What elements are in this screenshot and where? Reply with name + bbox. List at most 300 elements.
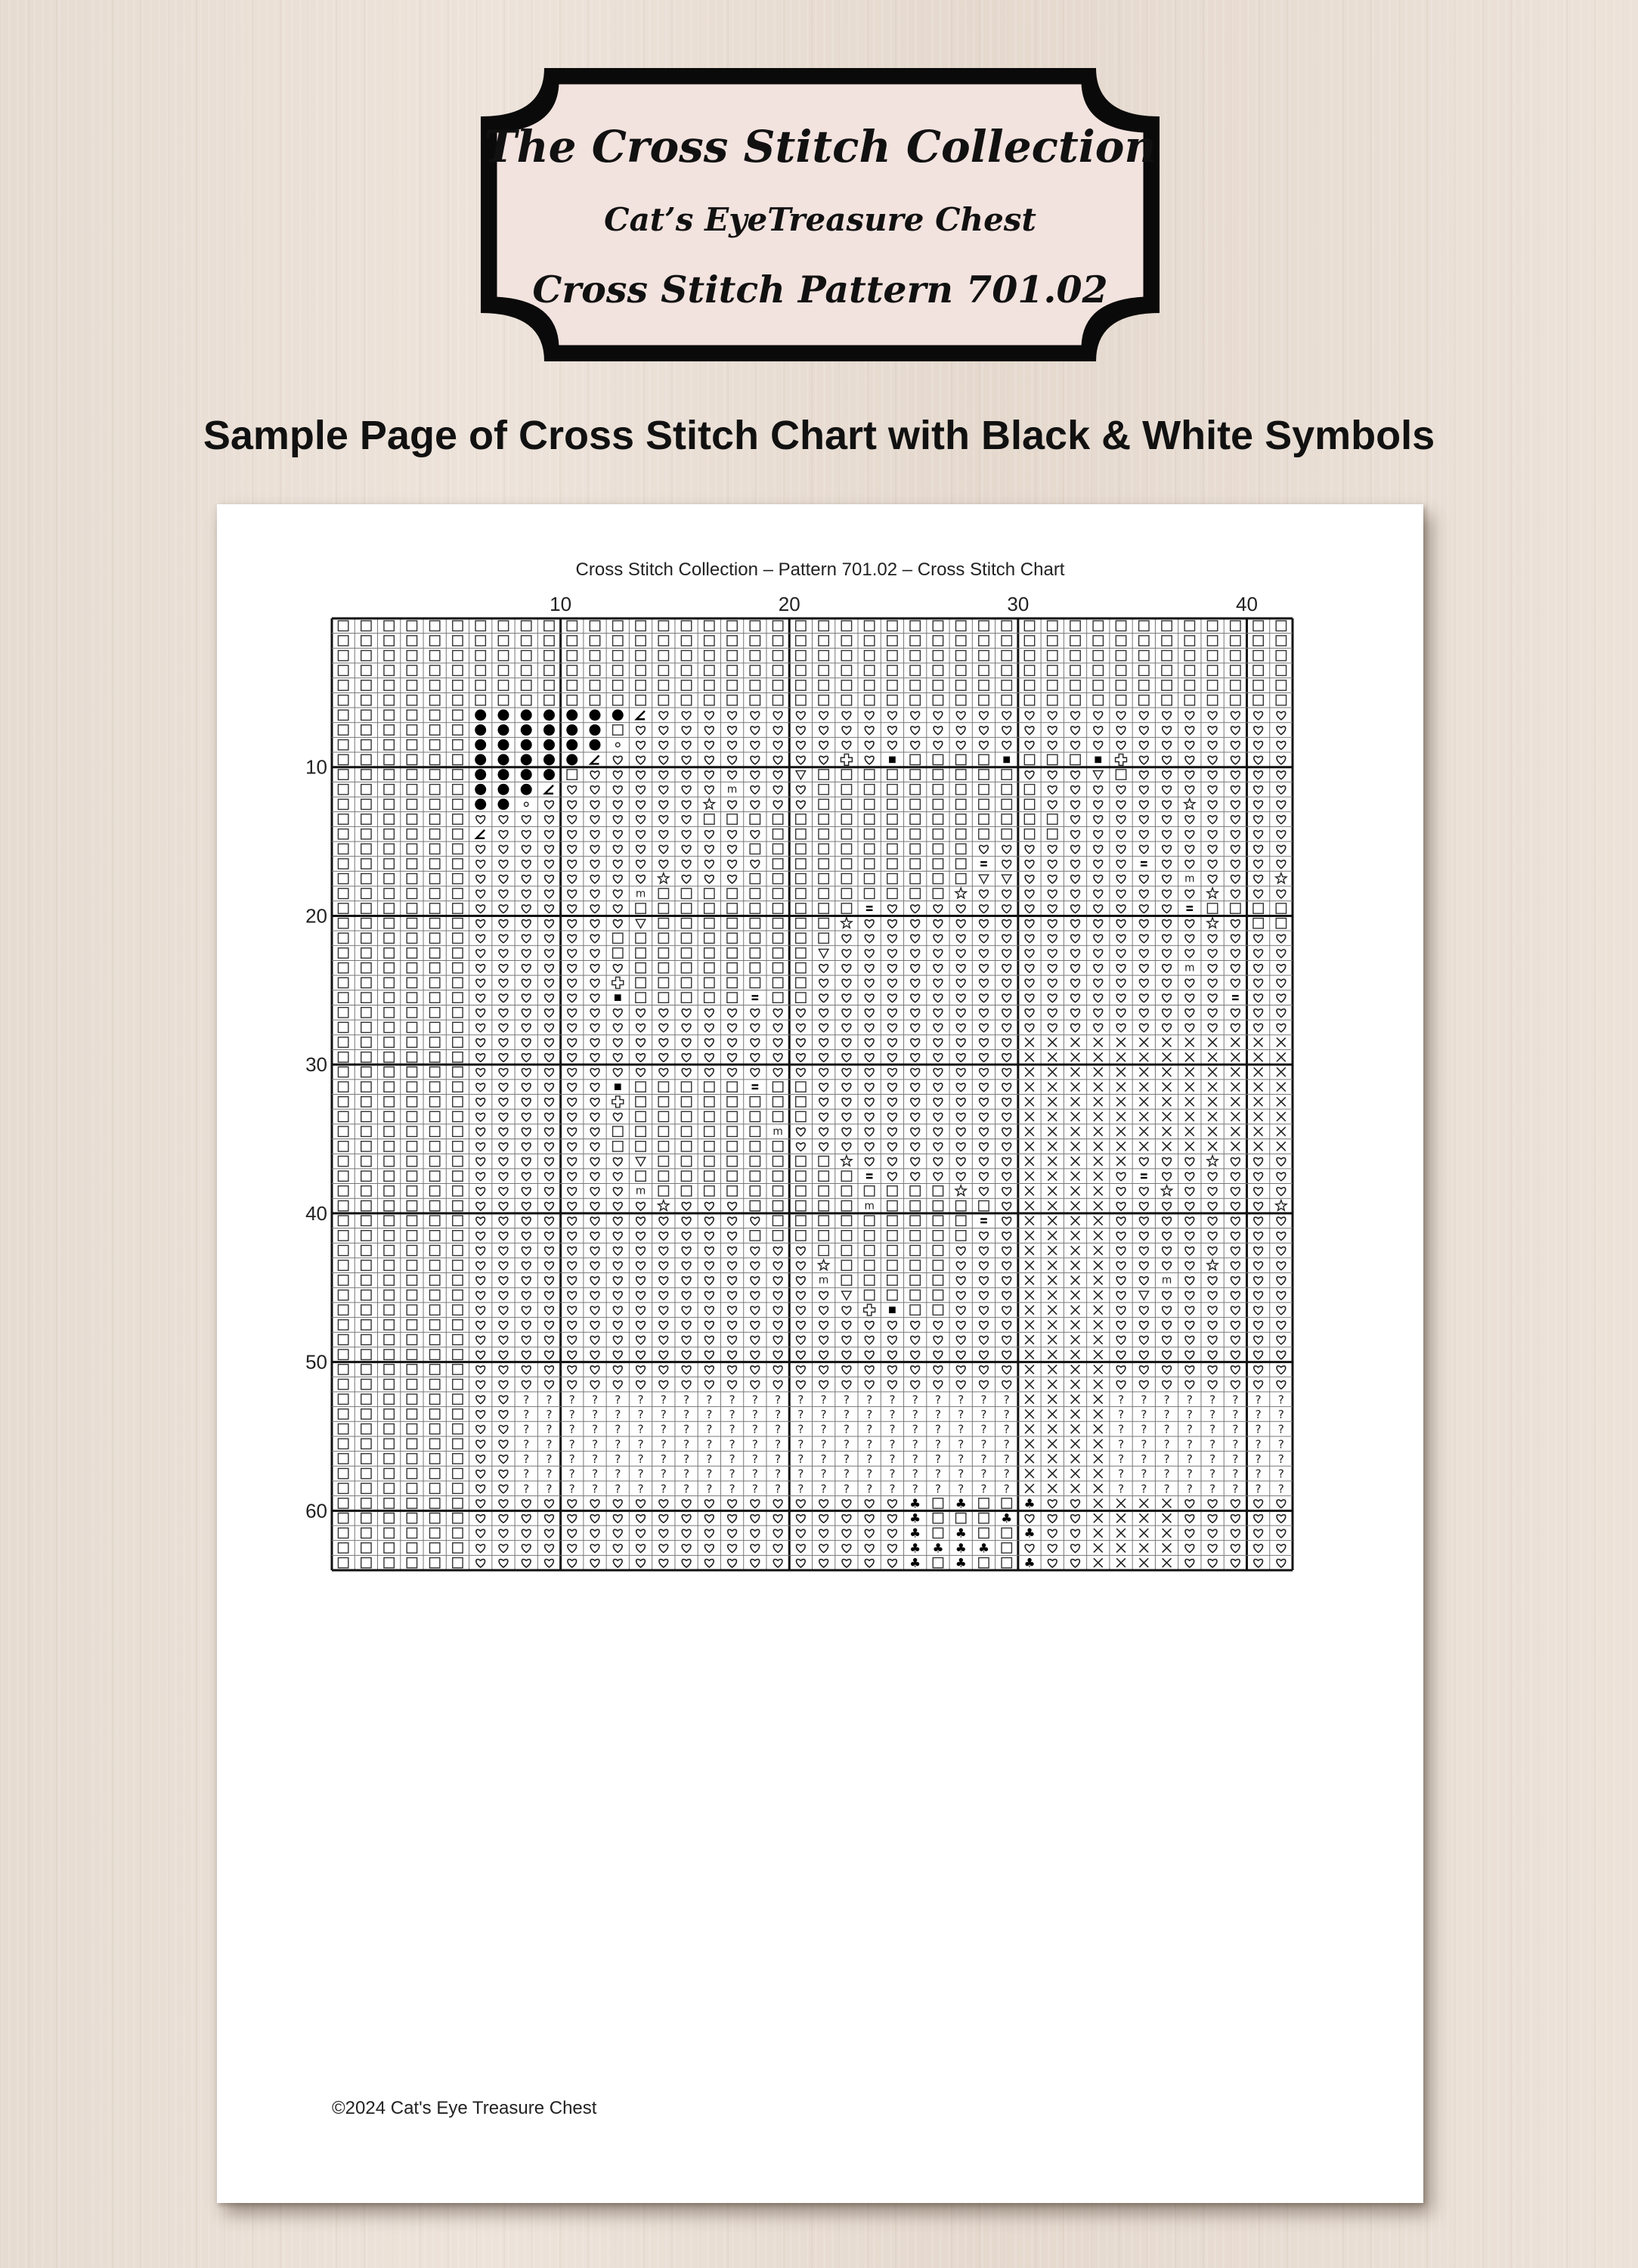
empty-square-icon <box>567 621 577 631</box>
heart-icon <box>476 1247 485 1255</box>
heart-icon <box>1254 727 1263 735</box>
heart-icon <box>568 786 577 795</box>
heart-icon <box>590 1560 599 1568</box>
heart-icon <box>545 1277 554 1285</box>
empty-square-icon <box>522 636 531 646</box>
question-mark-icon <box>1278 1437 1284 1451</box>
empty-square-icon <box>453 799 463 809</box>
heart-icon <box>590 1291 599 1300</box>
empty-square-icon <box>429 1275 439 1285</box>
svg-text:?: ? <box>934 1467 942 1481</box>
filled-circle-icon <box>497 709 509 720</box>
filled-circle-icon <box>497 784 509 795</box>
empty-square-icon <box>796 621 806 631</box>
empty-square-icon <box>819 1171 828 1181</box>
heart-icon <box>613 1351 622 1359</box>
heart-icon <box>568 905 577 913</box>
cross-icon <box>1071 1261 1080 1270</box>
heart-icon <box>659 1306 668 1315</box>
empty-square-icon <box>1048 754 1057 764</box>
empty-square-icon <box>384 1454 394 1464</box>
empty-square-icon <box>796 978 806 987</box>
empty-square-icon <box>361 1037 371 1047</box>
empty-square-icon <box>407 1111 416 1121</box>
heart-icon <box>1185 994 1194 1002</box>
heart-icon <box>842 1009 851 1018</box>
filled-circle-icon <box>590 709 601 720</box>
heart-icon <box>1277 786 1286 795</box>
heart-icon <box>545 1143 554 1151</box>
m-letter-icon <box>819 1275 828 1287</box>
heart-icon <box>636 831 646 839</box>
heart-icon <box>682 801 691 809</box>
heart-icon <box>1277 1306 1286 1315</box>
heart-icon <box>1231 1380 1240 1389</box>
empty-square-icon <box>338 1008 348 1018</box>
empty-square-icon <box>864 696 874 705</box>
question-mark-icon <box>546 1393 552 1406</box>
heart-icon <box>980 1039 989 1047</box>
heart-icon <box>1002 1321 1011 1330</box>
cross-icon <box>1025 1231 1034 1240</box>
heart-icon <box>522 845 531 854</box>
heart-icon <box>1254 1188 1263 1196</box>
empty-square-icon <box>429 1082 439 1092</box>
heart-icon <box>865 1054 874 1062</box>
empty-square-icon <box>1002 650 1011 660</box>
heart-icon <box>704 1024 714 1032</box>
heart-icon <box>1139 831 1148 839</box>
heart-icon <box>751 831 760 839</box>
heart-icon <box>888 1545 897 1553</box>
empty-square-icon <box>727 1097 737 1107</box>
empty-square-icon <box>1207 621 1217 631</box>
heart-icon <box>590 1321 599 1330</box>
empty-square-icon <box>773 1216 782 1225</box>
heart-icon <box>1231 1500 1240 1508</box>
heart-icon <box>499 875 508 884</box>
empty-square-icon <box>407 636 416 646</box>
svg-text:?: ? <box>1232 1422 1239 1436</box>
cross-icon <box>1139 1083 1148 1092</box>
empty-square-icon <box>384 696 394 705</box>
heart-icon <box>1139 801 1148 809</box>
heart-icon <box>636 801 646 809</box>
cross-icon <box>1139 1067 1148 1077</box>
svg-text:?: ? <box>637 1422 644 1436</box>
heart-icon <box>1116 920 1126 928</box>
question-mark-icon <box>821 1467 827 1481</box>
heart-icon <box>797 1560 806 1568</box>
heart-icon <box>1277 1188 1286 1196</box>
heart-icon <box>545 1336 554 1344</box>
empty-square-icon <box>979 665 989 675</box>
heart-icon <box>522 950 531 958</box>
empty-square-icon <box>956 754 966 764</box>
heart-icon <box>865 1336 874 1344</box>
heart-icon <box>1208 1173 1217 1181</box>
empty-square-icon <box>979 814 989 824</box>
cross-icon <box>1094 1216 1103 1225</box>
empty-square-icon <box>1116 665 1126 675</box>
heart-icon <box>1185 1366 1194 1374</box>
heart-icon <box>911 1039 920 1047</box>
empty-square-icon <box>453 725 463 735</box>
svg-text:?: ? <box>1163 1467 1170 1481</box>
empty-square-icon <box>864 1290 874 1300</box>
heart-icon <box>1231 979 1240 987</box>
heart-icon <box>819 994 828 1002</box>
heart-icon <box>590 905 599 913</box>
heart-icon <box>773 1277 782 1285</box>
empty-square-icon <box>361 933 371 943</box>
empty-square-icon <box>544 696 554 705</box>
question-mark-icon <box>980 1408 986 1421</box>
heart-icon <box>1139 756 1148 764</box>
empty-square-icon <box>750 621 760 631</box>
heart-icon <box>1185 1277 1194 1285</box>
empty-square-icon <box>681 903 691 913</box>
heart-icon <box>980 845 989 854</box>
empty-square-icon <box>841 874 851 884</box>
heart-icon <box>613 1039 622 1047</box>
heart-icon <box>1139 965 1148 973</box>
svg-text:♣: ♣ <box>909 1555 921 1571</box>
empty-square-icon <box>1184 680 1194 690</box>
empty-square-icon <box>361 1171 371 1181</box>
heart-icon <box>1139 950 1148 958</box>
heart-icon <box>1277 994 1286 1002</box>
svg-text:?: ? <box>1186 1407 1193 1421</box>
empty-square-icon <box>613 665 623 675</box>
question-mark-icon <box>729 1408 735 1421</box>
empty-square-icon <box>407 1008 416 1018</box>
cross-icon <box>1071 1321 1080 1330</box>
heart-icon <box>590 965 599 973</box>
heart-icon <box>522 875 531 884</box>
heart-icon <box>636 742 646 750</box>
heart-icon <box>613 1173 622 1181</box>
heart-icon <box>819 1380 828 1389</box>
empty-square-icon <box>750 1097 760 1107</box>
heart-icon <box>819 1351 828 1359</box>
question-mark-icon <box>1209 1408 1215 1421</box>
svg-text:?: ? <box>866 1422 873 1436</box>
heart-icon <box>1254 801 1263 809</box>
heart-icon <box>934 1128 943 1136</box>
heart-icon <box>1231 1545 1240 1553</box>
question-mark-icon <box>546 1467 552 1481</box>
cross-icon <box>1071 1172 1080 1181</box>
heart-icon <box>476 1128 485 1136</box>
cross-icon <box>1048 1424 1057 1433</box>
question-mark-icon <box>569 1408 575 1421</box>
empty-square-icon <box>361 1454 371 1464</box>
heart-icon <box>522 934 531 943</box>
heart-icon <box>1254 1560 1263 1568</box>
heart-icon <box>865 1500 874 1508</box>
svg-text:?: ? <box>683 1422 690 1436</box>
heart-icon <box>1116 1351 1126 1359</box>
svg-text:♣: ♣ <box>955 1540 967 1556</box>
empty-square-icon <box>429 1126 439 1136</box>
svg-text:?: ? <box>683 1482 690 1496</box>
cross-icon <box>1048 1365 1057 1374</box>
empty-square-icon <box>1116 770 1126 779</box>
heart-icon <box>545 1083 554 1092</box>
heart-icon <box>1277 1380 1286 1389</box>
svg-text:?: ? <box>980 1482 987 1496</box>
heart-icon <box>613 1157 622 1166</box>
heart-icon <box>1254 890 1263 898</box>
empty-square-icon <box>1253 680 1263 690</box>
svg-text:?: ? <box>637 1482 644 1496</box>
heart-icon <box>1277 727 1286 735</box>
question-mark-icon <box>1256 1437 1262 1451</box>
filled-circle-icon <box>612 709 624 720</box>
heart-icon <box>499 1426 508 1434</box>
cross-icon <box>1048 1097 1057 1106</box>
empty-square-icon <box>750 1231 760 1241</box>
heart-icon <box>636 1545 646 1553</box>
empty-square-icon <box>773 621 782 631</box>
heart-icon <box>636 1024 646 1032</box>
cross-icon <box>1163 1499 1172 1508</box>
empty-square-icon <box>933 829 943 839</box>
cross-icon <box>1231 1083 1240 1092</box>
question-mark-icon <box>661 1467 667 1481</box>
heart-icon <box>1002 1366 1011 1374</box>
empty-square-icon <box>361 1543 371 1553</box>
empty-square-icon <box>338 1022 348 1032</box>
heart-icon <box>522 1157 531 1166</box>
cross-icon <box>1048 1112 1057 1121</box>
empty-square-icon <box>704 1126 714 1136</box>
heart-icon <box>682 1366 691 1374</box>
empty-square-icon <box>727 1082 737 1092</box>
empty-square-icon <box>338 1142 348 1151</box>
cross-icon <box>1208 1127 1217 1136</box>
heart-icon <box>1139 1336 1148 1344</box>
empty-square-icon <box>727 993 737 1002</box>
heart-icon <box>476 1068 485 1077</box>
svg-text:?: ? <box>934 1422 942 1436</box>
cross-icon <box>1048 1083 1057 1092</box>
heart-icon <box>842 1351 851 1359</box>
empty-square-icon <box>338 1424 348 1433</box>
empty-square-icon <box>338 1245 348 1255</box>
heart-icon <box>1277 1232 1286 1241</box>
heart-icon <box>682 845 691 854</box>
heart-icon <box>476 920 485 928</box>
svg-text:?: ? <box>820 1452 827 1466</box>
cross-icon <box>1094 1514 1103 1523</box>
question-mark-icon <box>912 1437 918 1451</box>
question-mark-icon <box>1163 1437 1169 1451</box>
heart-icon <box>659 1529 668 1538</box>
svg-text:?: ? <box>1003 1393 1010 1407</box>
cross-icon <box>1071 1201 1080 1210</box>
cross-icon <box>1048 1484 1057 1493</box>
heart-icon <box>568 1380 577 1389</box>
cross-icon <box>1139 1544 1148 1553</box>
empty-square-icon <box>384 1349 394 1359</box>
empty-square-icon <box>453 665 463 675</box>
empty-square-icon <box>453 1275 463 1285</box>
svg-text:?: ? <box>568 1482 575 1496</box>
heart-icon <box>659 727 668 735</box>
heart-icon <box>980 994 989 1002</box>
heart-icon <box>1254 742 1263 750</box>
empty-square-icon <box>429 948 439 958</box>
heart-icon <box>499 1009 508 1018</box>
empty-square-icon <box>453 1037 463 1047</box>
svg-text:?: ? <box>980 1467 987 1481</box>
question-mark-icon <box>844 1437 850 1451</box>
empty-square-icon <box>704 1171 714 1181</box>
heart-icon <box>590 934 599 943</box>
heart-icon <box>888 920 897 928</box>
question-mark-icon <box>844 1482 850 1495</box>
question-mark-icon <box>1141 1408 1147 1421</box>
club-icon <box>955 1495 967 1510</box>
empty-square-icon <box>933 650 943 660</box>
empty-square-icon <box>453 1231 463 1241</box>
question-mark-icon <box>546 1452 552 1466</box>
heart-icon <box>751 1039 760 1047</box>
question-mark-icon <box>821 1408 827 1421</box>
question-mark-icon <box>866 1393 872 1406</box>
empty-square-icon <box>384 1052 394 1062</box>
empty-square-icon <box>841 1171 851 1181</box>
heart-icon <box>568 1321 577 1330</box>
heart-icon <box>773 1262 782 1270</box>
question-mark-icon <box>1163 1452 1169 1466</box>
heart-icon <box>980 1024 989 1032</box>
heart-icon <box>1185 1217 1194 1225</box>
svg-text:♣: ♣ <box>955 1555 967 1571</box>
cross-icon <box>1163 1544 1172 1553</box>
svg-text:?: ? <box>912 1482 918 1496</box>
empty-square-icon <box>567 650 577 660</box>
question-mark-icon <box>1232 1437 1238 1451</box>
empty-square-icon <box>636 963 646 973</box>
empty-square-icon <box>681 1142 691 1151</box>
empty-square-icon <box>864 1275 874 1285</box>
heart-icon <box>1094 950 1103 958</box>
empty-square-icon <box>636 696 646 705</box>
question-mark-icon <box>706 1482 712 1495</box>
heart-icon <box>1277 771 1286 779</box>
heart-icon <box>682 1560 691 1568</box>
svg-text:?: ? <box>1003 1407 1010 1421</box>
svg-text:?: ? <box>912 1422 918 1436</box>
heart-icon <box>1254 1157 1263 1166</box>
empty-square-icon <box>1093 665 1103 675</box>
empty-square-icon <box>819 933 828 943</box>
empty-square-icon <box>887 785 897 795</box>
cross-icon <box>1116 1499 1126 1508</box>
heart-icon <box>1185 1232 1194 1241</box>
heart-icon <box>819 979 828 987</box>
empty-square-icon <box>361 1052 371 1062</box>
heart-icon <box>568 801 577 809</box>
filled-circle-icon <box>497 769 509 780</box>
heart-icon <box>773 1336 782 1344</box>
heart-icon <box>1002 742 1011 750</box>
empty-square-icon <box>887 770 897 779</box>
svg-text:m: m <box>635 888 646 900</box>
heart-icon <box>476 1009 485 1018</box>
cross-icon <box>1048 1290 1057 1300</box>
heart-icon <box>522 1113 531 1121</box>
question-mark-icon <box>1209 1482 1215 1495</box>
svg-text:?: ? <box>797 1467 804 1481</box>
empty-square-icon <box>1002 621 1011 631</box>
svg-text:?: ? <box>775 1482 782 1496</box>
empty-square-icon <box>704 1082 714 1092</box>
svg-text:?: ? <box>751 1437 758 1452</box>
heart-icon <box>1231 1217 1240 1225</box>
heart-icon <box>1116 1188 1126 1196</box>
heart-icon <box>934 1083 943 1092</box>
empty-square-icon <box>841 859 851 869</box>
svg-text:?: ? <box>1255 1393 1262 1407</box>
heart-icon <box>499 1217 508 1225</box>
heart-icon <box>659 1068 668 1077</box>
empty-square-icon <box>453 1365 463 1374</box>
empty-square-icon <box>361 1483 371 1493</box>
heart-icon <box>1139 1306 1148 1315</box>
heart-icon <box>773 1039 782 1047</box>
empty-square-icon <box>429 725 439 735</box>
question-mark-icon <box>661 1452 667 1466</box>
empty-square-icon <box>1116 680 1126 690</box>
empty-square-icon <box>979 829 989 839</box>
empty-square-icon <box>1276 903 1286 913</box>
cross-icon <box>1071 1365 1080 1374</box>
empty-square-icon <box>338 1349 348 1359</box>
empty-square-icon <box>704 1111 714 1121</box>
svg-text:?: ? <box>683 1467 690 1481</box>
empty-square-icon <box>407 650 416 660</box>
svg-text:?: ? <box>889 1422 896 1436</box>
filled-circle-icon <box>566 739 577 751</box>
question-mark-icon <box>797 1452 804 1466</box>
heart-icon <box>728 1202 737 1210</box>
question-mark-icon <box>592 1393 598 1406</box>
heart-icon <box>1254 1336 1263 1344</box>
empty-square-icon <box>956 844 966 854</box>
empty-square-icon <box>727 978 737 987</box>
heart-icon <box>1163 890 1172 898</box>
empty-square-icon <box>429 1498 439 1508</box>
svg-text:?: ? <box>980 1452 987 1466</box>
question-mark-icon <box>775 1467 781 1481</box>
empty-square-icon <box>338 993 348 1002</box>
empty-square-icon <box>1207 650 1217 660</box>
cross-icon <box>1025 1395 1034 1404</box>
empty-square-icon <box>453 1468 463 1478</box>
heart-icon <box>545 875 554 884</box>
empty-square-icon <box>361 1260 371 1270</box>
cross-icon <box>1071 1246 1080 1255</box>
heart-icon <box>659 1262 668 1270</box>
question-mark-icon <box>797 1482 804 1495</box>
heart-icon <box>1002 1054 1011 1062</box>
question-mark-icon <box>775 1452 781 1466</box>
empty-square-icon <box>407 1320 416 1330</box>
